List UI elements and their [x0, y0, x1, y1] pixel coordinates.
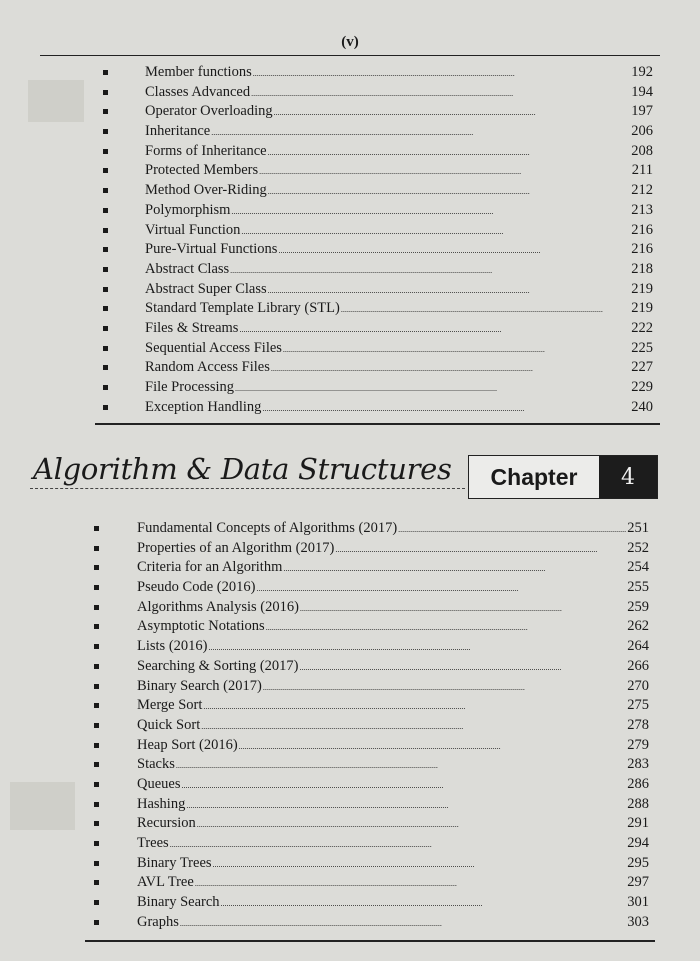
- toc-entry-page: 212: [631, 182, 653, 199]
- dot-leader: [197, 814, 626, 835]
- bullet-icon: [103, 228, 108, 233]
- dot-leader: [180, 913, 626, 934]
- toc-entry-page: 229: [631, 379, 653, 395]
- dot-leader: [271, 358, 630, 379]
- dot-leader: [341, 299, 630, 320]
- bullet-icon: [94, 703, 99, 708]
- toc-entry-page: 211: [631, 162, 653, 179]
- dot-leader: [268, 142, 631, 163]
- bullet-icon: [94, 821, 99, 826]
- toc-entry: [137, 913, 649, 933]
- dot-leader: [203, 696, 626, 717]
- dot-leader: [398, 519, 626, 540]
- bullet-icon: [103, 326, 108, 331]
- toc-entry-title: Abstract Class: [145, 260, 230, 277]
- toc-entry-page: 275: [627, 697, 649, 714]
- toc-entry-page: 219: [631, 300, 653, 317]
- toc-list-algorithms: [137, 519, 649, 932]
- toc-entry: [137, 795, 649, 815]
- bullet-icon: [103, 70, 108, 75]
- toc-entry: [145, 319, 653, 339]
- toc-entry-page: 266: [627, 657, 649, 674]
- toc-entry-title: Classes Advanced: [145, 83, 251, 100]
- toc-entry-page: 279: [627, 736, 649, 753]
- toc-entry-page: 240: [631, 398, 653, 415]
- dot-leader: [266, 617, 627, 638]
- toc-entry-page: 208: [631, 142, 653, 159]
- toc-entry-title: Recursion: [137, 815, 196, 832]
- dot-leader: [239, 319, 630, 340]
- toc-entry-page: 264: [627, 638, 649, 655]
- chapter-label: Chapter: [490, 463, 578, 490]
- bullet-icon: [94, 920, 99, 925]
- toc-entry: [137, 755, 649, 775]
- toc-entry-page: 197: [631, 103, 653, 120]
- dot-leader: [170, 834, 627, 855]
- toc-entry-page: 216: [631, 241, 653, 258]
- toc-entry-page: 216: [631, 221, 653, 238]
- toc-entry: [145, 142, 653, 162]
- toc-entry-title: Fundamental Concepts of Algorithms (2017): [137, 520, 398, 536]
- toc-entry-page: 259: [627, 598, 649, 615]
- toc-entry-page: 192: [631, 64, 653, 80]
- dot-leader: [221, 893, 627, 914]
- chapter-number: 4: [599, 456, 657, 498]
- bullet-icon: [94, 723, 99, 728]
- scan-shadow: [28, 80, 84, 122]
- bullet-icon: [103, 129, 108, 134]
- toc-entry: [145, 83, 653, 103]
- toc-entry-page: 194: [631, 83, 653, 100]
- toc-entry: [137, 598, 649, 618]
- toc-entry: [137, 617, 649, 637]
- toc-entry-page: 255: [627, 579, 649, 596]
- toc-entry: [145, 339, 653, 359]
- toc-entry-title: Trees: [137, 835, 169, 851]
- page-number: (v): [341, 34, 359, 50]
- toc-entry-title: Member functions: [145, 64, 252, 80]
- toc-entry-page: 251: [627, 520, 649, 536]
- bullet-icon: [94, 782, 99, 787]
- toc-entry-title: Merge Sort: [137, 697, 203, 714]
- toc-entry-page: 254: [627, 559, 649, 576]
- toc-entry: [137, 677, 649, 697]
- toc-entry-title: Searching & Sorting (2017): [137, 657, 299, 674]
- bullet-icon: [103, 208, 108, 213]
- toc-entry-title: Algorithms Analysis (2016): [137, 598, 299, 615]
- dot-leader: [300, 598, 626, 619]
- bullet-icon: [94, 664, 99, 669]
- bullet-icon: [103, 188, 108, 193]
- toc-list-oop: [145, 63, 653, 417]
- toc-entry-page: 286: [627, 775, 649, 792]
- toc-entry: [137, 775, 649, 795]
- toc-entry: [137, 854, 649, 874]
- toc-entry-title: AVL Tree: [137, 874, 194, 891]
- toc-entry-page: 213: [631, 201, 653, 218]
- toc-entry: [145, 181, 653, 201]
- toc-entry: [145, 63, 653, 83]
- bullet-icon: [94, 644, 99, 649]
- toc-entry-page: 219: [631, 280, 653, 297]
- dot-leader: [230, 260, 630, 281]
- toc-entry: [137, 519, 649, 539]
- toc-entry-title: Quick Sort: [137, 716, 201, 733]
- toc-entry-title: Criteria for an Algorithm: [137, 559, 283, 576]
- bullet-icon: [103, 267, 108, 272]
- dot-leader: [256, 578, 626, 599]
- toc-entry-title: Protected Members: [145, 162, 259, 179]
- toc-entry: [137, 716, 649, 736]
- dot-leader: [274, 102, 631, 123]
- toc-entry: [145, 280, 653, 300]
- bullet-icon: [94, 585, 99, 590]
- chapter-title: Algorithm & Data Structures: [33, 452, 452, 486]
- toc-entry-title: Binary Search: [137, 894, 220, 911]
- dot-leader: [335, 539, 626, 560]
- toc-entry-page: 297: [627, 874, 649, 891]
- dot-leader: [186, 795, 626, 816]
- toc-entry: [145, 358, 653, 378]
- toc-entry: [145, 102, 653, 122]
- toc-entry-title: Lists (2016): [137, 638, 208, 655]
- toc-entry-page: 283: [627, 756, 649, 773]
- toc-entry-title: Operator Overloading: [145, 103, 273, 120]
- toc-entry-page: 303: [627, 913, 649, 930]
- toc-entry: [137, 696, 649, 716]
- toc-entry-title: Method Over-Riding: [145, 182, 267, 199]
- toc-entry: [145, 122, 653, 142]
- toc-entry-title: Stacks: [137, 756, 175, 773]
- chapter-badge: [468, 455, 658, 499]
- toc-entry-title: Inheritance: [145, 123, 211, 140]
- dot-leader: [253, 63, 631, 84]
- dot-leader: [300, 657, 627, 678]
- toc-entry-title: Abstract Super Class: [145, 280, 267, 297]
- dot-leader: [262, 398, 630, 419]
- dot-leader: [195, 873, 626, 894]
- toc-entry-page: 295: [627, 854, 649, 871]
- dot-leader: [283, 339, 630, 360]
- bullet-icon: [103, 168, 108, 173]
- toc-entry: [145, 260, 653, 280]
- chapter-title-underline: [30, 488, 465, 489]
- dot-leader: [259, 161, 631, 182]
- toc-entry-title: Queues: [137, 775, 181, 792]
- scan-shadow: [10, 782, 75, 830]
- bullet-icon: [94, 802, 99, 807]
- bullet-icon: [94, 546, 99, 551]
- toc-entry-title: Files & Streams: [145, 319, 239, 336]
- toc-entry: [137, 736, 649, 756]
- toc-entry-title: Exception Handling: [145, 398, 262, 415]
- bullet-icon: [94, 624, 99, 629]
- dot-leader: [231, 201, 630, 222]
- toc-entry: [137, 873, 649, 893]
- toc-entry-title: Forms of Inheritance: [145, 142, 267, 159]
- header-rule: [40, 55, 660, 56]
- bullet-icon: [103, 149, 108, 154]
- toc-entry: [145, 221, 653, 241]
- bullet-icon: [94, 605, 99, 610]
- dot-leader: [268, 181, 631, 202]
- bullet-icon: [94, 526, 99, 531]
- toc-entry-title: Sequential Access Files: [145, 339, 282, 356]
- toc-entry-page: 301: [627, 894, 649, 911]
- toc-entry: [137, 539, 649, 559]
- bullet-icon: [94, 743, 99, 748]
- dot-leader: [251, 83, 630, 104]
- bullet-icon: [103, 287, 108, 292]
- toc-entry-title: Pure-Virtual Functions: [145, 241, 278, 258]
- dot-leader: [235, 378, 630, 399]
- toc-entry: [145, 398, 653, 418]
- toc-entry: [145, 299, 653, 319]
- toc-entry-page: 252: [627, 539, 649, 556]
- dot-leader: [268, 280, 631, 301]
- bullet-icon: [94, 880, 99, 885]
- toc-entry: [137, 814, 649, 834]
- bullet-icon: [103, 90, 108, 95]
- toc-entry-page: 227: [631, 359, 653, 376]
- bullet-icon: [94, 841, 99, 846]
- toc-entry-title: Pseudo Code (2016): [137, 579, 256, 596]
- dot-leader: [176, 755, 626, 776]
- toc-entry-title: Heap Sort (2016): [137, 736, 238, 753]
- bullet-icon: [103, 109, 108, 114]
- toc-entry-title: Standard Template Library (STL): [145, 300, 340, 317]
- toc-entry-title: Asymptotic Notations: [137, 618, 265, 635]
- toc-entry: [137, 578, 649, 598]
- dot-leader: [213, 854, 627, 875]
- toc-entry: [145, 161, 653, 181]
- bullet-icon: [94, 565, 99, 570]
- bullet-icon: [94, 762, 99, 767]
- toc-entry-page: 278: [627, 716, 649, 733]
- toc-entry-page: 225: [631, 339, 653, 356]
- toc-entry-title: Hashing: [137, 795, 186, 812]
- toc-entry-title: Graphs: [137, 913, 179, 930]
- toc-entry-title: Binary Search (2017): [137, 677, 262, 694]
- toc-entry: [137, 657, 649, 677]
- dot-leader: [201, 716, 626, 737]
- dot-leader: [208, 637, 626, 658]
- toc-entry: [137, 637, 649, 657]
- toc-entry-page: 288: [627, 795, 649, 812]
- bullet-icon: [103, 365, 108, 370]
- toc-entry-page: 291: [627, 815, 649, 832]
- toc-entry-title: File Processing: [145, 379, 235, 395]
- bullet-icon: [103, 405, 108, 410]
- toc-entry-title: Polymorphism: [145, 201, 231, 218]
- bullet-icon: [103, 346, 108, 351]
- dot-leader: [241, 221, 630, 242]
- toc-entry-page: 222: [631, 319, 653, 336]
- toc-entry: [137, 558, 649, 578]
- toc-entry-title: Random Access Files: [145, 359, 270, 376]
- dot-leader: [278, 240, 630, 261]
- toc-entry-page: 270: [627, 677, 649, 694]
- toc-entry-page: 218: [631, 260, 653, 277]
- toc-entry-title: Properties of an Algorithm (2017): [137, 539, 335, 556]
- toc-entry: [137, 893, 649, 913]
- toc-entry-title: Virtual Function: [145, 221, 241, 238]
- bullet-icon: [94, 861, 99, 866]
- toc-entry: [145, 378, 653, 398]
- dot-leader: [211, 122, 630, 143]
- dot-leader: [182, 775, 627, 796]
- toc-entry: [145, 201, 653, 221]
- section-divider: [95, 423, 660, 425]
- dot-leader: [263, 677, 626, 698]
- toc-entry-page: 294: [627, 835, 649, 851]
- toc-entry-page: 262: [627, 618, 649, 635]
- toc-entry: [137, 834, 649, 854]
- bullet-icon: [94, 900, 99, 905]
- bullet-icon: [94, 684, 99, 689]
- bullet-icon: [103, 385, 108, 390]
- bullet-icon: [103, 306, 108, 311]
- footer-rule: [85, 940, 655, 942]
- toc-entry-page: 206: [631, 123, 653, 140]
- bullet-icon: [103, 247, 108, 252]
- toc-entry: [145, 240, 653, 260]
- dot-leader: [239, 736, 627, 757]
- toc-entry-title: Binary Trees: [137, 854, 212, 871]
- dot-leader: [283, 558, 626, 579]
